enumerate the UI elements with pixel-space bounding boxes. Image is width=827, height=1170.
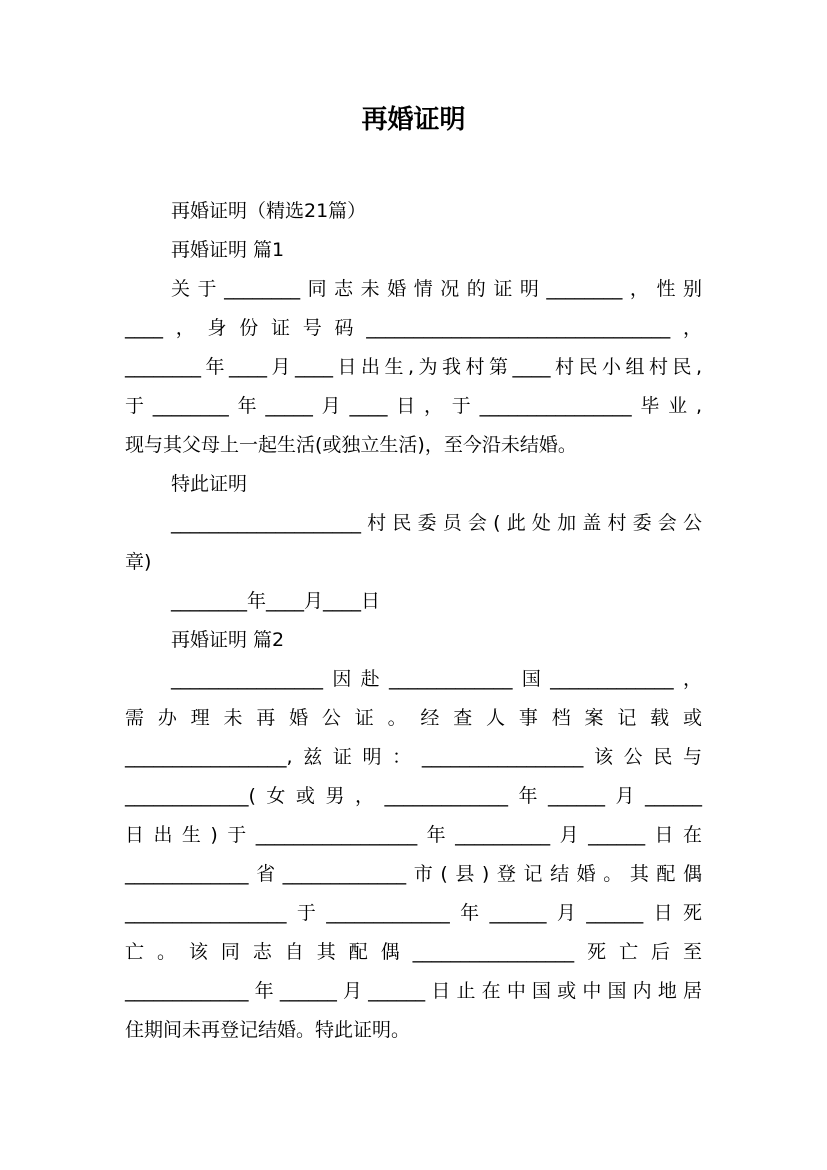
text-line: 章) bbox=[125, 551, 152, 573]
text-line: 住期间未再登记结婚。特此证明。 bbox=[125, 1019, 411, 1041]
text-line: _____________年______月______日止在中国或中国内地居 bbox=[125, 980, 702, 1002]
text-line: ________年____月____日 bbox=[171, 590, 381, 612]
text-line: 关于________同志未婚情况的证明________，性别 bbox=[171, 278, 702, 300]
text-line: 亡。该同志自其配偶_________________死亡后至 bbox=[125, 941, 702, 963]
text-line: 现与其父母上一起生活(或独立生活)，至今沿未结婚。 bbox=[125, 434, 577, 456]
text-line: ____________________村民委员会(此处加盖村委会公 bbox=[171, 512, 702, 534]
text-line: 特此证明 bbox=[171, 473, 248, 495]
text-line: _____________省_____________市(县)登记结婚。其配偶 bbox=[125, 863, 702, 885]
text-line: _________________于_____________年______月______日死 bbox=[125, 902, 702, 924]
text-line: ________________因赴_____________国_____________， bbox=[171, 668, 702, 690]
text-line: 日出生)于_________________年__________月______日在 bbox=[125, 824, 702, 846]
text-line: 于________年_____月____日，于________________毕业, bbox=[125, 395, 702, 417]
text-line: 需办理未再婚公证。经查人事档案记载或 bbox=[125, 707, 702, 729]
text-line-collection-title: 再婚证明（精选21篇） bbox=[171, 200, 367, 222]
text-line: ____，身份证号码________________________________， bbox=[125, 317, 702, 339]
text-line-section-1-heading: 再婚证明 篇1 bbox=[171, 239, 285, 261]
text-line: _____________(女或男，_____________年______月______ bbox=[125, 785, 702, 807]
text-line-section-2-heading: 再婚证明 篇2 bbox=[171, 629, 285, 651]
text-line: ________年____月____日出生,为我村第____村民小组村民, bbox=[125, 356, 702, 378]
document-title: 再婚证明 bbox=[361, 105, 466, 135]
text-line: _________________,兹证明：_________________该公民与 bbox=[125, 746, 702, 768]
